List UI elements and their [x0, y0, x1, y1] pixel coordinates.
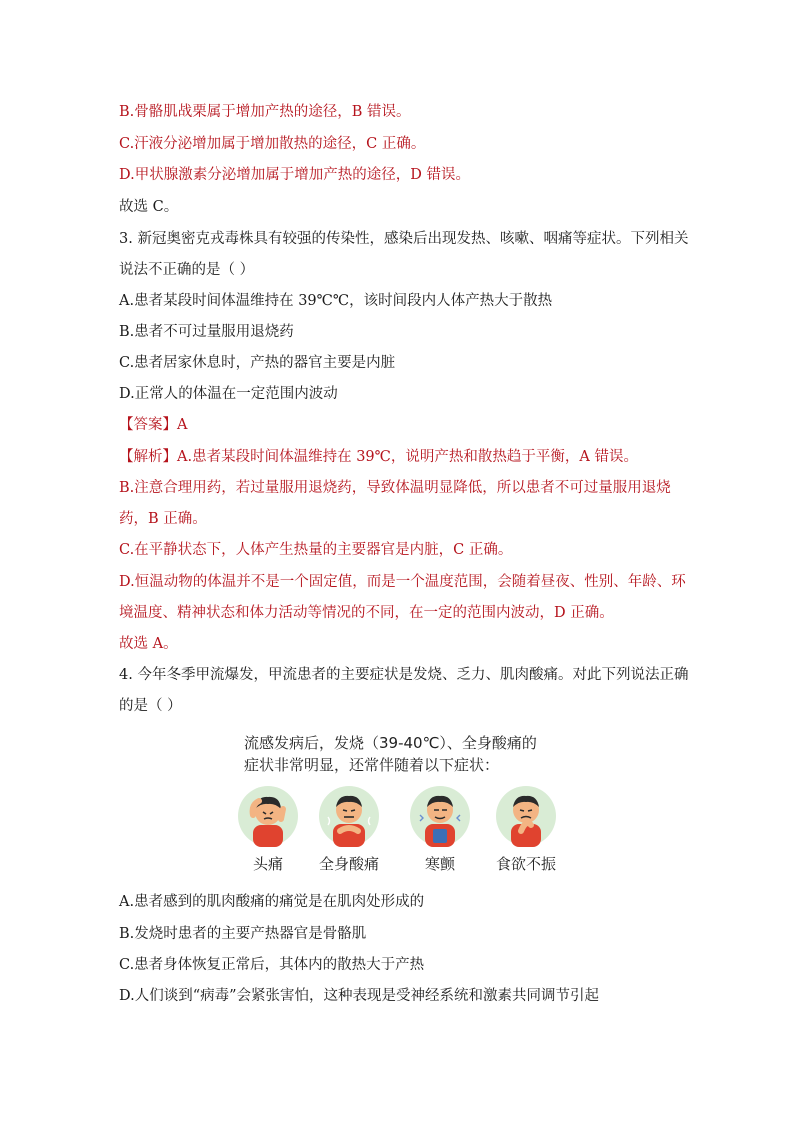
symptom-no-appetite	[494, 785, 558, 874]
symptom-body-aches	[317, 785, 381, 874]
q3-answer: 【答案】A	[119, 417, 188, 433]
analysis-a-text: A.患者某段时间体温维持在 39℃，说明产热和散热趋于平衡，A 错误。	[177, 449, 638, 465]
q3-analysis-d-line-2: 境温度、精神状态和体力活动等情况的不同，在一定的范围内波动，D 正确。	[119, 605, 614, 621]
q3-analysis-d-line-1: D.恒温动物的体温并不是一个固定值，而是一个温度范围，会随着昼夜、性别、年龄、环	[119, 574, 686, 590]
figure-caption-line-2: 症状非常明显，还常伴随着以下症状：	[244, 756, 500, 774]
q3-analysis-c: C.在平静状态下，人体产生热量的主要器官是内脏，C 正确。	[119, 542, 513, 558]
q3-option-d: D.正常人的体温在一定范围内波动	[119, 386, 338, 402]
q2-option-d: D.甲状腺激素分泌增加属于增加产热的途径，D 错误。	[119, 167, 470, 183]
q3-analysis-b-line-1: B.注意合理用药，若过量服用退烧药，导致体温明显降低，所以患者不可过量服用退烧	[119, 480, 671, 496]
no-appetite-icon	[495, 785, 557, 847]
q3-stem-line-2: 说法不正确的是（ ）	[119, 262, 255, 278]
chills-icon	[409, 785, 471, 847]
q2-option-c: C.汗液分泌增加属于增加散热的途径，C 正确。	[119, 136, 426, 152]
symptom-headache	[236, 785, 300, 874]
q3-analysis-b-line-2: 药，B 正确。	[119, 511, 207, 527]
q2-option-b: B.骨骼肌战栗属于增加产热的途径，B 错误。	[119, 104, 411, 120]
body-ache-icon	[318, 785, 380, 847]
symptom-label-body-aches: 全身酸痛	[318, 855, 379, 873]
q3-option-c: C.患者居家休息时，产热的器官主要是内脏	[119, 355, 396, 371]
q4-stem-line-2: 的是（ ）	[119, 698, 182, 714]
headache-icon	[237, 785, 299, 847]
q3-conclusion: 故选 A。	[119, 636, 178, 652]
q4-option-d: D.人们谈到“病毒”会紧张害怕，这种表现是受神经系统和激素共同调节引起	[119, 988, 600, 1004]
analysis-tag: 【解析】	[119, 449, 177, 465]
symptom-label-no-appetite: 食欲不振	[495, 855, 556, 873]
q3-option-a: A.患者某段时间体温维持在 39℃℃，该时间段内人体产热大于散热	[119, 293, 553, 309]
q3-analysis-a	[119, 447, 638, 467]
symptom-figure	[230, 728, 570, 878]
q4-option-c: C.患者身体恢复正常后，其体内的散热大于产热	[119, 957, 425, 973]
q4-stem-line-1: 4. 今年冬季甲流爆发，甲流患者的主要症状是发烧、乏力、肌肉酸痛。对此下列说法正确	[119, 667, 689, 683]
q2-conclusion: 故选 C。	[119, 199, 179, 215]
figure-caption-line-1: 流感发病后，发烧（39-40℃）、全身酸痛的	[244, 734, 537, 752]
q4-option-a: A.患者感到的肌肉酸痛的痛觉是在肌肉处形成的	[119, 894, 425, 910]
symptom-label-headache: 头痛	[252, 855, 283, 873]
q3-option-b: B.患者不可过量服用退烧药	[119, 324, 294, 340]
q3-stem-line-1: 3. 新冠奥密克戎毒株具有较强的传染性，感染后出现发热、咳嗽、咽痛等症状。下列相关	[119, 231, 689, 247]
q4-option-b: B.发烧时患者的主要产热器官是骨骼肌	[119, 926, 367, 942]
symptom-label-chills: 寒颤	[424, 855, 455, 873]
symptom-chills	[408, 785, 472, 874]
